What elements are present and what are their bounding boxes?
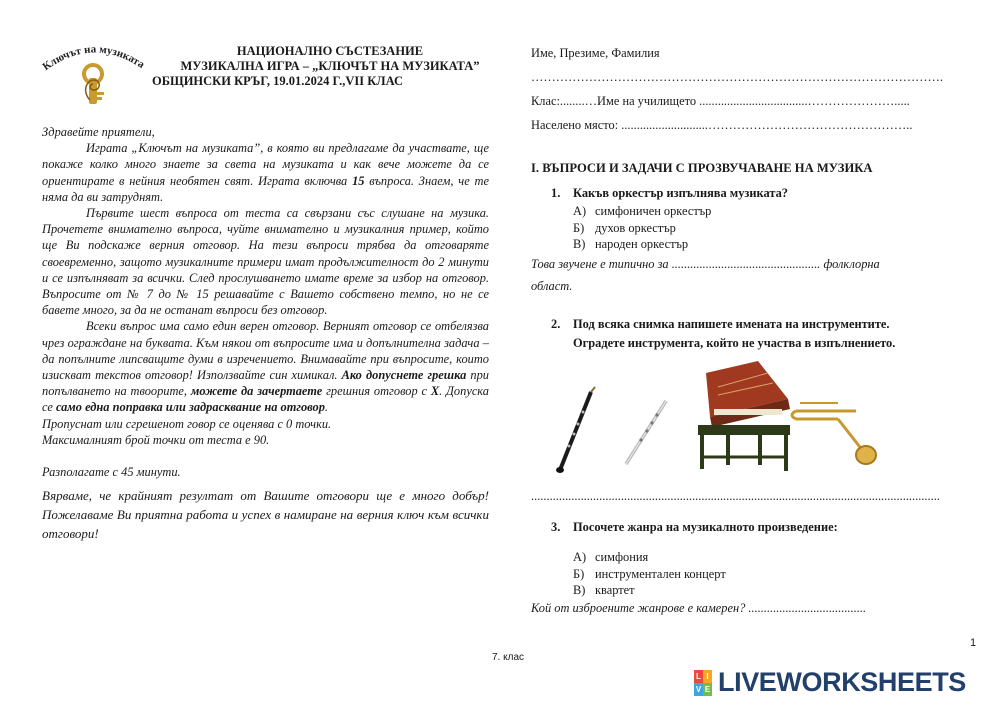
p1-text-end: въпроса. Знаем, че те няма да ви затруднят. (42, 173, 489, 204)
liveworksheets-logo-icon (694, 670, 712, 696)
p1-text: Играта „Ключът на музиката”, в която ви предлагаме да участвате, ще покаже колко много знаете за света на музиката и как вече можете да се ориентирате в нейния необятен свят. Играта включва (42, 141, 489, 188)
page-number: 1 (970, 637, 977, 649)
time-note: Разполагате с 45 минути. (42, 465, 181, 480)
p3-bold-4: само една поправка или задрасквание на отговор (55, 400, 325, 415)
svg-text:Ключът на музиката (41, 43, 147, 73)
option-letter: А) (573, 550, 587, 564)
q1-text: Какъв оркестър изпълнява музиката? (573, 186, 789, 200)
option-letter: А) (573, 204, 587, 218)
brand-letter: L (694, 670, 703, 683)
q3-option-c[interactable] (573, 582, 981, 599)
option-text: симфоничен оркестър (595, 204, 712, 218)
name-label: Име, Презиме, Фамилия (531, 46, 660, 60)
brand-letter: I (703, 670, 712, 683)
trombone-icon (792, 403, 876, 464)
option-text: инструментален концерт (595, 566, 726, 581)
contest-logo (38, 40, 148, 110)
harpsichord-icon (698, 361, 790, 471)
liveworksheets-brand[interactable] (694, 667, 966, 698)
option-text: народен оркестър (595, 237, 689, 251)
max-points-note: Максималният брой точки от теста е 90. (42, 432, 270, 447)
option-letter: Б) (573, 220, 585, 235)
question-3-block (531, 520, 981, 617)
scoring-note: Пропуснат или сгрешенот говор се оценява с 0 точки. (42, 416, 332, 431)
class-school-field[interactable]: Клас:........…Име на училището ...................................…………………..... (531, 94, 910, 108)
q1-number: 1. (551, 186, 561, 200)
q3-option-b[interactable] (573, 566, 981, 583)
q3-option-a[interactable] (573, 549, 981, 566)
q3-followup[interactable]: Кой от изброените жанрове е камерен? ...................................... (531, 600, 867, 615)
option-text: квартет (595, 583, 635, 597)
brand-text: LIVEWORKSHEETS (718, 667, 966, 697)
p3-bold-2: можете да зачертаете (190, 384, 323, 399)
header-line-2: МУЗИКАЛНА ИГРА – „КЛЮЧЪТ НА МУЗИКАТА” (180, 59, 480, 73)
p3-text-3: грешния отговор с (322, 384, 431, 399)
greeting: Здравейте приятели, (42, 125, 155, 139)
option-letter: Б) (573, 566, 585, 581)
option-letter: В) (573, 583, 586, 597)
brand-letter: V (695, 684, 702, 694)
treble-clef-key-icon (84, 65, 104, 104)
q2-line-1: Под всяка снимка напишете имената на инструментите. (573, 316, 890, 331)
question-2 (531, 315, 981, 353)
instructions-text (42, 124, 489, 543)
p3-text-5: . (324, 400, 329, 415)
q1-option-b[interactable] (573, 220, 981, 237)
q2-answer-line[interactable]: .................................................................................................................................... (531, 489, 940, 503)
footer-class-label: 7. клас (492, 652, 525, 663)
p3-bold-1: Ако допуснете грешка (341, 368, 467, 383)
name-field[interactable]: ………………………………………………………………………………………. (531, 70, 943, 84)
question-3 (531, 520, 981, 535)
brand-letter: E (704, 684, 711, 694)
q2-number: 2. (551, 316, 561, 331)
intro-paragraph-2: Първите шест въпроса от теста са свързани със слушане на музика. Прочетете внимателно въпроса, чуйте внимателно и музикалния пример, който ще Ви подскаже верния отговор. На тези въпроси трябва да отговаряте своевременно, защото музикалните примери имат продължителност до 2 минути и се изпълняват за всички. След прослушването имате време за избор на отговор. Въпросите от № 7 до № 15 решавайте с Вашето собствено темпо, но не се бавете много, за да не останат въпроси без отговор. (42, 206, 489, 318)
option-letter: В) (573, 237, 586, 251)
intro-paragraph-3 (42, 318, 489, 415)
logo-arc-text: Ключът на музиката (40, 43, 147, 74)
header-line-3: ОБЩИНСКИ КРЪГ, 19.01.2024 Г.,VII КЛАС (152, 74, 404, 88)
section-title: I. ВЪПРОСИ И ЗАДАЧИ С ПРОЗВУЧАВАНЕ НА МУЗИКА (531, 161, 873, 175)
q1-followup-end: област. (531, 278, 573, 293)
p3-text: Всеки въпрос има само един верен отговор. Верният отговор се отбелязва чрез ограждане на буквата. Към някои от въпросите има и допълнителна задача – да попълните липсващите думи в изречението. Внимавайте при въпросите, които изискват текстов отговор! Използвайте син химикал. (42, 319, 489, 383)
intro-paragraph-1 (42, 140, 489, 205)
option-text: духов оркестър (595, 220, 676, 235)
question-count: 15 (352, 173, 365, 188)
answer-sheet (531, 43, 981, 353)
q1-option-c[interactable] (573, 236, 981, 253)
p3-text-2: при попълването на твоорите, (42, 368, 489, 399)
harpsichord-and-trombone-image[interactable] (688, 359, 878, 475)
flute-image[interactable] (621, 398, 671, 468)
contest-header (150, 44, 510, 89)
question-1 (531, 186, 981, 201)
oboe-image[interactable] (553, 386, 603, 476)
q3-text: Посочете жанра на музикалното произведение: (573, 520, 838, 534)
place-field[interactable]: Населено място: ............................………………………………………….. (531, 118, 913, 132)
header-line-1: НАЦИОНАЛНО СЪСТЕЗАНИЕ (236, 44, 424, 58)
q1-option-a[interactable] (573, 203, 981, 220)
q3-number: 3. (551, 520, 561, 534)
option-text: симфония (595, 550, 649, 564)
q1-followup[interactable]: Това звучене е типично за ................................................ фолклорна (531, 256, 880, 271)
closing-wish: Вярваме, че крайният резултат от Вашите отговори ще е много добър! Пожелаваме Ви приятна работа и успех в намиране на верния ключ към всички отговори! (42, 488, 489, 542)
p3-bold-3: Х (430, 384, 440, 399)
p3-text-4: . Допуска се (42, 384, 489, 415)
q2-line-2: Оградете инструмента, който не участва в изпълнението. (573, 335, 896, 350)
